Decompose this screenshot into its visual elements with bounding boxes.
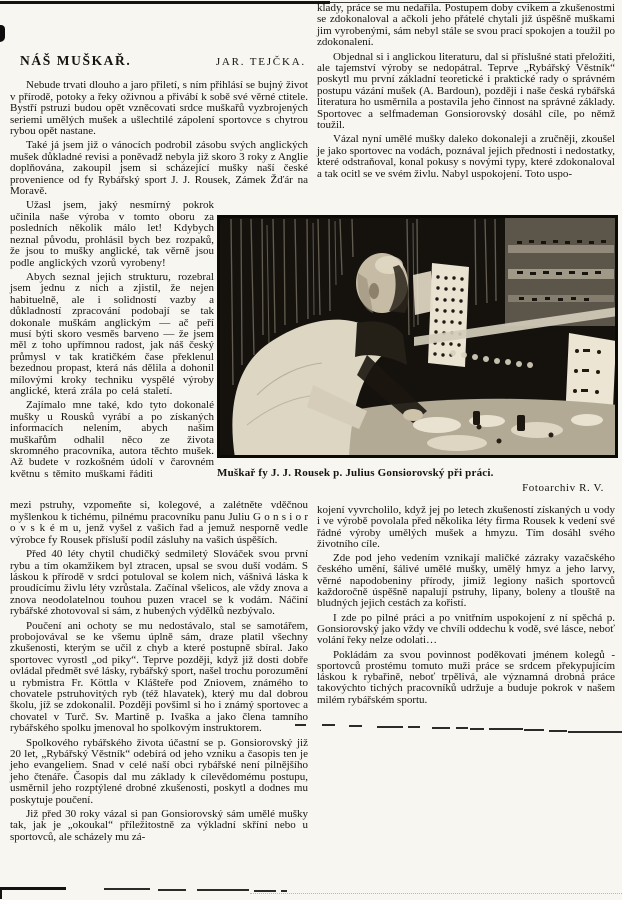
left-column-narrow-section (10, 200, 214, 500)
photo-caption: Muškař fy J. J. Rousek p. Julius Gonsiorovský při práci. (217, 467, 494, 479)
paragraph: I zde po pilné práci a po vnitřním uspokojení z ní spěchá p. Gonsiorovský jako vždy ve chvíli oddechu k vodě, své lásce, neboť volání řeky nelze odolati… (317, 611, 615, 647)
paragraph: Užasl jsem, jaký nesmírný pokrok učinila naše výroba v tomto oboru za posledních několik málo let! Kdybych neznal původu, prohlásil bych bez rozpaků, že jsou to mušky anglické, tak věrně jsou podle anglických vzorů vyrobeny! (10, 199, 214, 269)
article-title: NÁŠ MUŠKAŘ. (20, 53, 132, 68)
article-photo (217, 215, 618, 458)
paragraph: Objednal si i anglickou literaturu, dal si příslušné stati přeložiti, ale tajemství výroby se nedopátral. Teprve „Rybářský Věstník“ poskytl mu první základní teoretické i praktické rady o správném postupu vázání mušek (A. Bardoun), později i naše česká rybářská literatura ho usměrnila a postavila jeho činnost na správné základy. Sportovec a selfmademan Gonsiorovský dosáhl cíle, po němž toužil. (317, 50, 615, 132)
paragraph: Poučení ani ochoty se mu nedostávalo, stal se samotářem, probojovával se ke všemu úplně sám, draze platil všechny zkušenosti, kterým se učil z chyb a které postupně sbíral. Jako sportovec vyrostl „od piky“. Teprve později, když již dosti dobře ovládal předmět své lásky, rybářský sport, našel trochu porozumění u rybmistra Fr. Köttla v Klášteře pod Zniovem, známého to chovatele pstruhovitých ryb (též hlavatek), který mu dal dobrou školu, jíž se zdokonalil. Později povšiml si ho i známý sportovec a chovatel v Turč. Sv. Martině p. Ivaška a jako člena tamního rybářského spolku jmenoval ho spolkovým instruktorem. (10, 619, 308, 735)
hand (403, 409, 423, 421)
page-edge-ink-blob (0, 25, 5, 42)
bottom-speck-line (250, 893, 622, 894)
paragraph-continuation: kojení vyvrcholilo, když jej po letech zkušeností získaných u vody i ve výrobě povolala před několika léty firma Rousek k vedení své řádné výroby umělých mušek a hmyzu. Tím dosáhl svého životního cíle. (317, 504, 615, 550)
paragraph: Zajímalo mne také, kdo tyto dokonalé mušky u Rousků vyrábí a po získaných informacích nelenim, abych našim muškařům odhalil něco ze života skromného pracovníka, autora těchto mušek. Až budete v rozkošném údolí v čarovném květnu s těmito muškami řáditi (10, 399, 214, 480)
photo-credit: Fotoarchiv R. V. (522, 482, 604, 494)
paragraph: Již před 30 roky vázal si pan Gonsiorovský sám umělé mušky tak, jak je „okoukal“ příležitostně za výkladní skříní nebo u sportovců, ale scházely mu zá- (10, 808, 308, 843)
workbench (347, 399, 618, 458)
paragraph-continuation: klady, práce se mu nedařila. Postupem doby cvikem a zkušenostmi se zdokonaloval a ačkoli jeho přátelé chytali již úspěšně muškami jim vyrobenými, sám nebyl stále se svou prací spokojen a toužil po zdokonalení. (317, 2, 615, 49)
right-column-bottom (317, 505, 615, 709)
paragraph: Zde pod jeho vedením vznikají maličké zázraky vazačského českého umění, šálivé umělé mušky, umělý hmyz a jeho larvy, věrné napodobeniny přírody, jimiž legiony našich sportovců každoročně úspěšně napalují pstruhy, lipany, boleny a tlouště na bludných jejich cestách za kořistí. (317, 552, 615, 610)
paper-slip (413, 271, 433, 315)
left-column-wide-section (10, 500, 308, 843)
top-rule-thick (0, 1, 330, 4)
ear (369, 283, 379, 299)
right-column-top (317, 3, 615, 183)
paragraph: Abych seznal jejich strukturu, rozebral jsem jednu z nich a zjistil, že nejen habituelně, ale i solidností vazby a důkladností zpracování podobají se tak dokonale muškám anglickým — ač peří musí býti skoro vesměs barveno — že jsem měl z toho upřímnou radost, jak náš český průmysl v tak kratičkém čase překlenul bezednou propast, která nás dělila a dohonil mílovými kroky techniku vyspělé výroby anglické, která zrála po celá staletí. (10, 270, 214, 397)
paragraph-continuation: mezi pstruhy, vzpomeňte si, kolegové, a zalétněte vděčnou myšlenkou k tichému, pilnému pracovníku panu Juliu G o n s i o r o v s k é m u, jenž vyšel z vašich řad a jemuž nesporně vedle výrobce fy Rousek přísluší podíl zásluhy na vašich úspěších. (10, 499, 308, 546)
photo-caption-block (217, 467, 618, 494)
paragraph: Pokládám za svou povinnost poděkovati jménem kolegů - sportovců prostému tomuto muži práce se srdcem překypujícím láskou k rybařině, neboť trpělivá, ale významná drobná práce takovýchto tichých pracovníků udržuje a buduje pokrok v našem milém rybářském sportu. (317, 648, 615, 706)
paragraph: Vázal nyní umělé mušky daleko dokonaleji a zručněji, zkoušel je jako sportovec na vodách, poznával jejich přednosti i nedostatky, které odstraňoval, konal pokusy s novými typy, které zdokonaloval a tak ocitl se ve svém živlu. Nabyl uspokojení. Toto uspo- (317, 133, 615, 180)
paragraph: Také já jsem již o vánocích podrobil zásobu svých anglických mušek důkladné revisi a poněvadž nebyla již skoro 3 roky z Anglie doplňována, zakoupil jsem si scházející mušky naší české provenience od fy Rybářský sport J. J. Rousek, Zámek Žďár na Moravě. (10, 139, 308, 198)
paragraph: Nebude trvati dlouho a jaro přiletí, s ním přihlásí se bujný život v přírodě, potoky a řeky oživnou a přivábí k sobě své věrné ctitele. Bystří pstruzi budou opět vzněcovati srdce muškařů vyzbrojených seriemi umělých mušek a ušlechtilé zápolení sportovce s chytrou rybou opět nastane. (10, 79, 308, 138)
paragraph: Před 40 léty chytil chudičký sedmiletý Slováček svou první rybu a tím okamžikem byl ztracen, upsal se svou duší vodám. S láskou k přírodě v srdci potuloval se kolem nich, vášnivá láska k proudícímu živlu léty vzrůstala. Začínal všelicos, ale vždy znova a znova neodolatelnou touhou puzen vracel se k vodám. Náčiní rybářské zhotovoval si sám, z hubených výdělků nezbývalo. (10, 548, 308, 618)
fly-sample-card (428, 263, 469, 367)
article-byline: JAR. TEJČKA. (215, 56, 306, 68)
halftone-photo-illustration (217, 215, 618, 458)
paragraph: Spolkového rybářského života účastní se p. Gonsiorovský již 20 let, „Rybářský Věstník“ odebírá od jeho vzniku a časopis ten je jeho evangeliem. Snad v celé naší obci rybářské není pilnějšího jeho čtenáře. Časopis dal mu základy k cílevědomému postupu, usměrnil jeho rozptýlené drobné zkušenosti, poskytl a dodnes mu poskytuje poučení. (10, 736, 308, 806)
article-heading (10, 55, 306, 68)
